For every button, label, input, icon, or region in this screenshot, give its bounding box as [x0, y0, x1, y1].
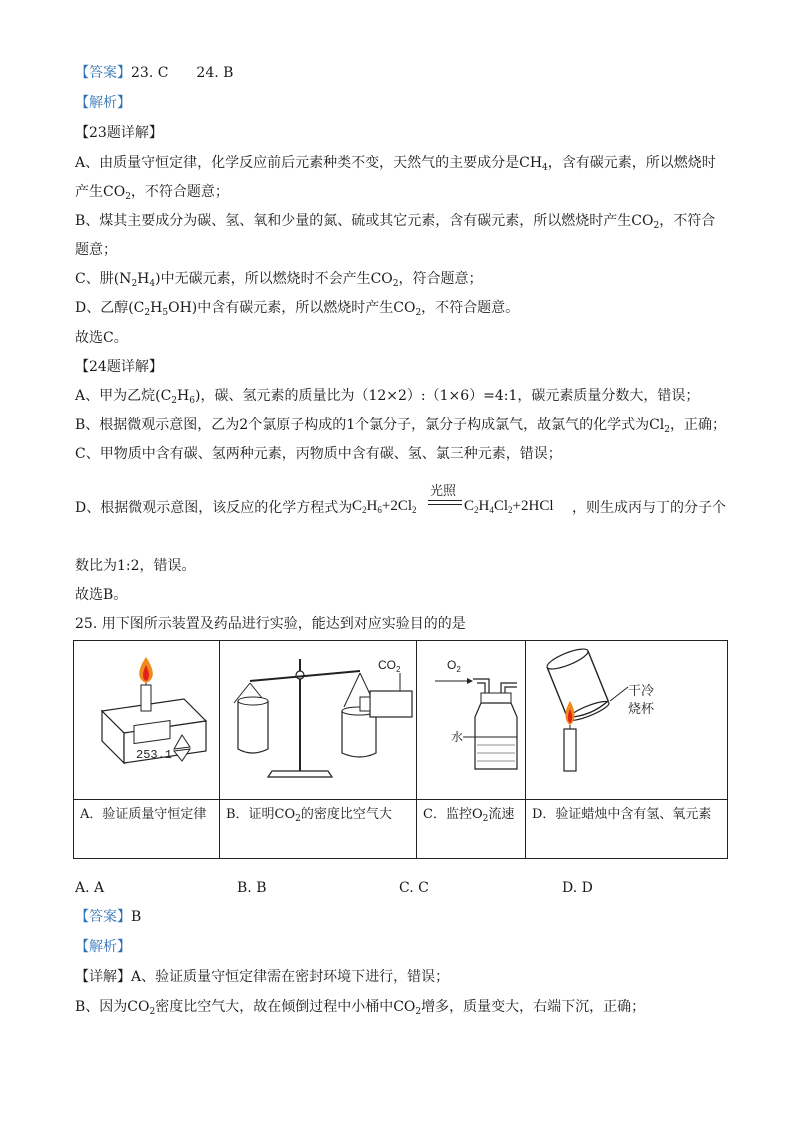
balance-reading: 253.1	[136, 748, 173, 762]
co2-label: $CO_2$	[378, 658, 401, 674]
q23-option-a-line1: A、由质量守恒定律，化学反应前后元素种类不变，天然气的主要成分是$CH_4$，含有碳元素，所以燃烧时	[75, 155, 716, 173]
analysis-label: 【解析】	[75, 95, 131, 111]
lever-buckets-figure	[220, 641, 417, 795]
equation-bar-bottom	[428, 504, 462, 505]
o2-label: $O_2$	[447, 658, 461, 674]
water-label: 水	[451, 730, 464, 744]
q23-option-a-line2: 产生$CO_2$，不符合题意；	[75, 184, 229, 202]
answer-text: B	[131, 909, 142, 925]
q24-choice: 故选B。	[75, 587, 128, 603]
answer-line-2	[75, 907, 141, 927]
option-d: D. D	[562, 880, 593, 896]
option-c: C. C	[399, 880, 429, 896]
q23-title: 【23题详解】	[75, 125, 163, 141]
q24-option-c: C、甲物质中含有碳、氢两种元素，丙物质中含有碳、氢、氯三种元素，错误；	[75, 446, 562, 462]
answer-text: 23. C 24. B	[131, 65, 234, 81]
figure-d-cell	[526, 641, 728, 800]
answer-label: 【答案】	[75, 909, 131, 925]
q24-title: 【24题详解】	[75, 359, 163, 375]
figure-b-cell	[220, 641, 417, 800]
caption-a: A．验证质量守恒定律	[74, 800, 220, 859]
balance-candle-figure	[74, 641, 220, 795]
caption-b: B．证明$CO_2$的密度比空气大	[220, 800, 417, 859]
equation-bar-top	[428, 500, 462, 501]
figure-a-cell	[74, 641, 220, 800]
equation-rhs: $C_2H_4Cl_2+2HCl$	[464, 498, 554, 515]
q23-option-d: D、乙醇$(C_2H_5OH)$中含有碳元素，所以燃烧时产生$CO_2$，不符合题意。	[75, 300, 520, 318]
caption-d: D．验证蜡烛中含有氢、氧元素	[526, 800, 728, 859]
q23-choice: 故选C。	[75, 330, 128, 346]
beaker-label-2: 烧杯	[628, 701, 655, 716]
figure-c-cell	[417, 641, 526, 800]
answer-line-1	[75, 63, 233, 83]
chemical-equation	[352, 480, 572, 524]
beaker-label-1: 干冷	[628, 683, 655, 698]
q23-option-b-line1: B、煤其主要成分为碳、氢、氧和少量的氮、硫或其它元素，含有碳元素，所以燃烧时产生$CO_2$，不符合	[75, 213, 716, 231]
q23-option-c: C、肼$(N_2H_4)$中无碳元素，所以燃烧时不会产生$CO_2$，符合题意；	[75, 271, 483, 289]
caption-c: C．监控$O_2$流速	[417, 800, 526, 859]
q23-option-b-line2: 题意；	[75, 242, 117, 258]
q24-option-d-line2: 数比为1:2，错误。	[75, 558, 196, 574]
q25-stem: 25. 用下图所示装置及药品进行实验，能达到对应实验目的的是	[75, 616, 466, 632]
gas-bottle-figure	[417, 641, 526, 795]
arrow-right-icon	[467, 678, 473, 684]
q24-option-a: A、甲为乙烷$(C_2H_6)$，碳、氢元素的质量比为（12×2）:（1×6）=4:1，碳元素质量分数大，错误；	[75, 388, 700, 406]
q24-option-d-pre: D、根据微观示意图，该反应的化学方程式为	[75, 500, 353, 516]
option-b: B. B	[237, 880, 267, 896]
q24-option-d-end: ，则生成丙与丁的分子个	[572, 500, 726, 516]
analysis-label: 【解析】	[75, 939, 131, 955]
equation-lhs: $C_2H_6+2Cl_2$	[352, 498, 417, 515]
experiment-table	[73, 640, 728, 859]
equation-condition: 光照	[430, 484, 457, 499]
answer-label: 【答案】	[75, 65, 131, 81]
detail-a: 【详解】A、验证质量守恒定律需在密封环境下进行，错误；	[75, 969, 450, 985]
q24-option-b: B、根据微观示意图，乙为2个氯原子构成的1个氯分子，氯分子构成氯气，故氯气的化学式为$Cl_2$，正确；	[75, 417, 727, 435]
detail-b: B、因为$CO_2$密度比空气大，故在倾倒过程中小桶中$CO_2$增多，质量变大，右端下沉，正确；	[75, 999, 646, 1017]
candle-beaker-figure	[526, 641, 728, 795]
option-a: A. A	[75, 880, 105, 896]
